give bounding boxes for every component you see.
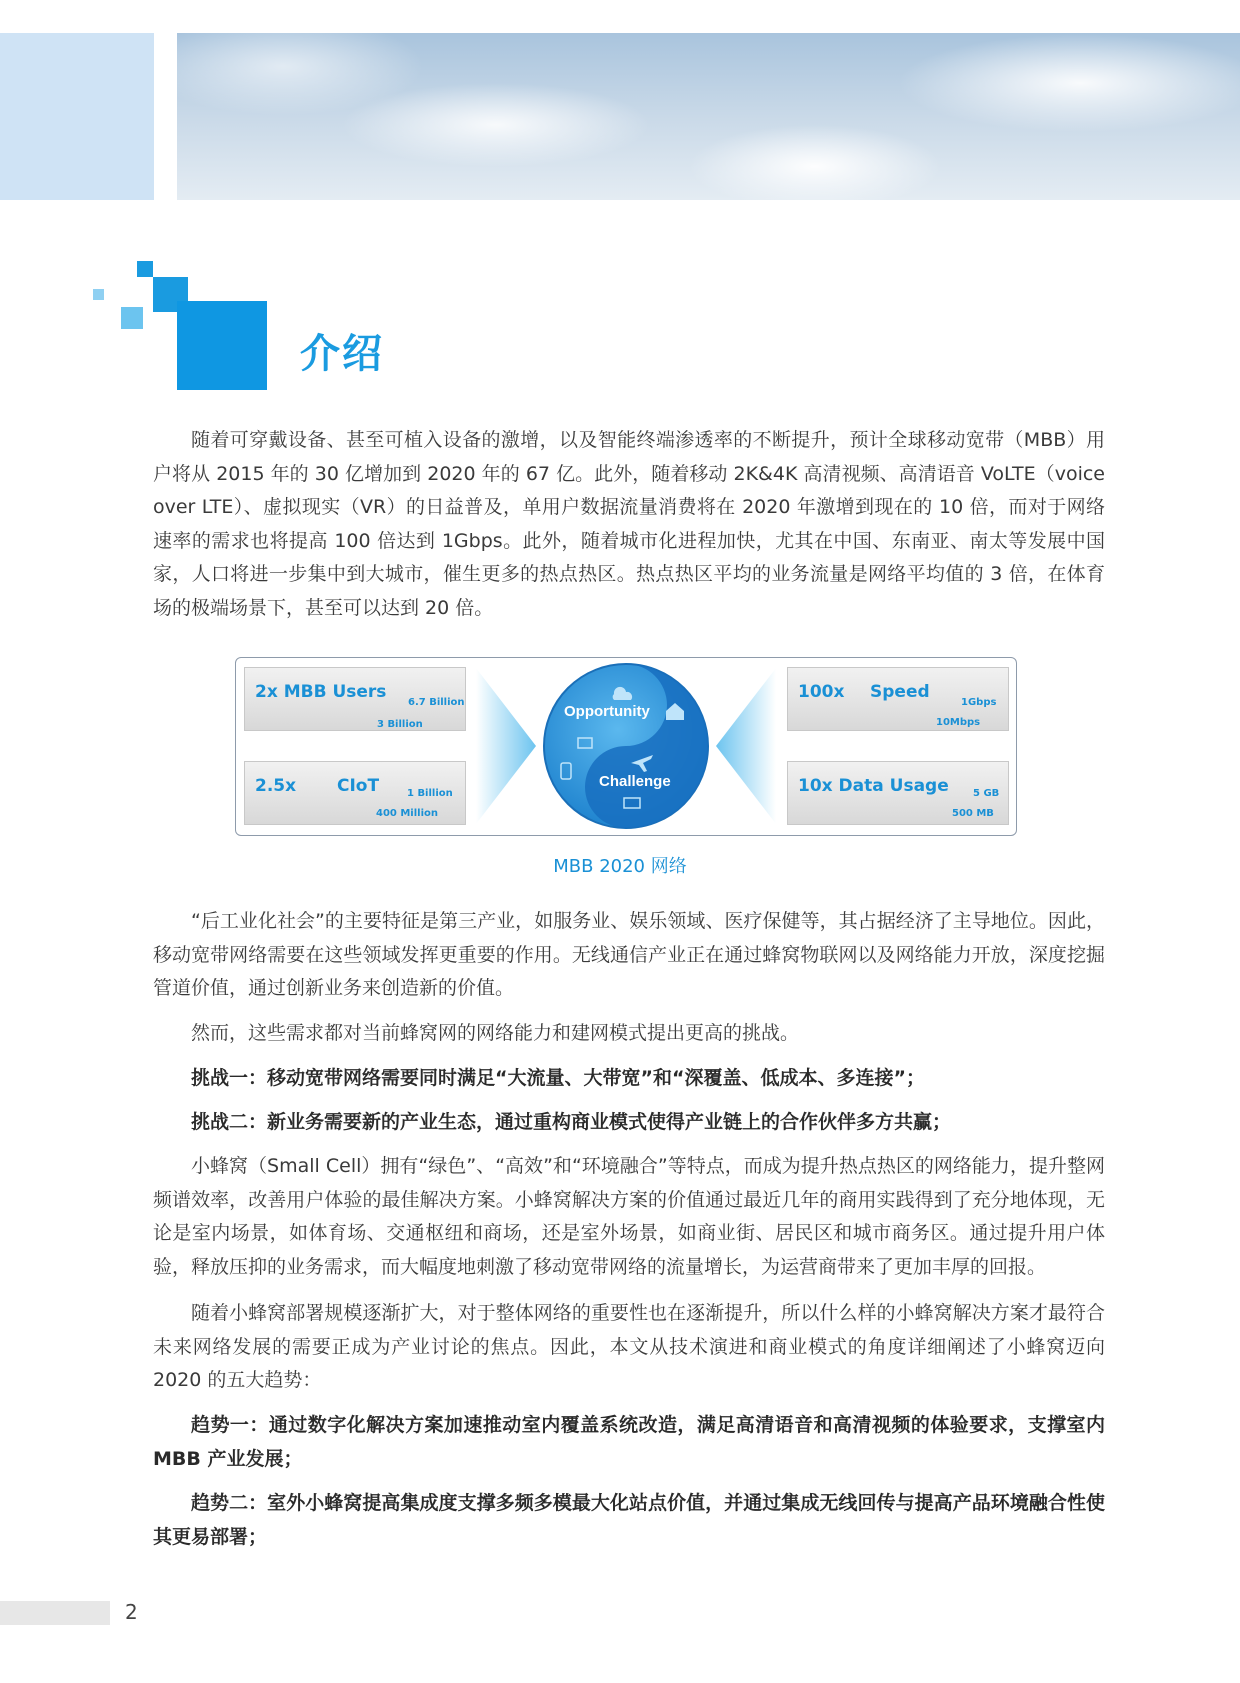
figure-caption: MBB 2020 网络 xyxy=(553,856,687,877)
paragraph-trend-two: 趋势二：室外小蜂窝提高集成度支撑多频多模最大化站点价值，并通过集成无线回传与提高产品环境融合性使其更易部署； xyxy=(153,1492,1105,1548)
card-speed-low: 10Mbps xyxy=(936,717,981,728)
mbb-2020-figure xyxy=(235,657,1017,836)
paragraph-trend-one: 趋势一：通过数字化解决方案加速推动室内覆盖系统改造，满足高清语音和高清视频的体验要求，支撑室内 MBB 产业发展； xyxy=(153,1414,1105,1470)
footer-bar xyxy=(0,1601,110,1625)
card-mbb-users-high: 6.7 Billion xyxy=(408,697,465,708)
header-sky-image xyxy=(177,33,1240,200)
card-speed-high: 1Gbps xyxy=(961,697,997,708)
card-ciot-label-b: CIoT xyxy=(337,776,380,796)
right-arrow-icon xyxy=(716,668,776,824)
figure-graphics xyxy=(236,658,1016,835)
page-number: 2 xyxy=(125,1600,138,1624)
paragraph-small-cell: 小蜂窝（Small Cell）拥有“绿色”、“高效”和“环境融合”等特点，而成为提升热点热区的网络能力，提升整网频谱效率，改善用户体验的最佳解决方案。小蜂窝解决方案的价值通过最近几年的商用实践得到了充分地体现，无论是室内场景，如体育场、交通枢纽和商场，还是室外场景，如商业街、居民区和城市商务区。通过提升用户体验，释放压抑的业务需求，而大幅度地刺激了移动宽带网络的流量增长，为运营商带来了更加丰厚的回报。 xyxy=(153,1155,1105,1278)
card-mbb-users-low: 3 Billion xyxy=(377,719,423,730)
paragraph-intro: 随着可穿戴设备、甚至可植入设备的激增，以及智能终端渗透率的不断提升，预计全球移动宽带（MBB）用户将从 2015 年的 30 亿增加到 2020 年的 67 亿。此外，随着移动 2K&4K 高清视频、高清语音 VoLTE（voice over LTE）、虚拟现实（VR）的日益普及，单用户数据流量消费将在 2020 年激增到现在的 10 倍，而对于网络速率的需求也将提高 100 倍达到 1Gbps。此外，随着城市化进程加快，尤其在中国、东南亚、南太等发展中国家，人口将进一步集中到大城市，催生更多的热点热区。热点热区平均的业务流量是网络平均值的 3 倍，在体育场的极端场景下，甚至可以达到 20 倍。 xyxy=(153,429,1105,619)
decor-square xyxy=(121,307,143,329)
card-ciot-label-a: 2.5x xyxy=(255,776,297,796)
card-speed-label-b: Speed xyxy=(870,682,930,702)
paragraph-post-industrial: “后工业化社会”的主要特征是第三产业，如服务业、娱乐领域、医疗保健等，其占据经济了主导地位。因此，移动宽带网络需要在这些领域发挥更重要的作用。无线通信产业正在通过蜂窝物联网以及网络能力开放，深度挖掘管道价值，通过创新业务来创造新的价值。 xyxy=(153,910,1105,999)
card-data-usage-low: 500 MB xyxy=(952,808,994,819)
card-data-usage-label: 10x Data Usage xyxy=(798,776,949,796)
section-icon-square xyxy=(177,301,267,390)
card-ciot-low: 400 Million xyxy=(376,808,439,819)
header-banner-block xyxy=(0,33,154,200)
card-speed-label-a: 100x xyxy=(798,682,845,702)
card-ciot-high: 1 Billion xyxy=(407,788,453,799)
card-data-usage-high: 5 GB xyxy=(973,788,1000,799)
label-challenge: Challenge xyxy=(599,773,671,790)
paragraph-challenge-one: 挑战一：移动宽带网络需要同时满足“大流量、大带宽”和“深覆盖、低成本、多连接”； xyxy=(191,1067,925,1089)
section-title: 介绍 xyxy=(300,331,384,377)
left-arrow-icon xyxy=(476,668,536,824)
card-mbb-users-label: 2x MBB Users xyxy=(255,682,387,702)
paragraph-challenge-two: 挑战二：新业务需要新的产业生态，通过重构商业模式使得产业链上的合作伙伴多方共赢； xyxy=(191,1111,952,1133)
decor-square xyxy=(137,261,153,277)
label-opportunity: Opportunity xyxy=(564,703,650,720)
decor-square xyxy=(93,289,104,300)
paragraph-trends-intro: 随着小蜂窝部署规模逐渐扩大，对于整体网络的重要性也在逐渐提升，所以什么样的小蜂窝解决方案才最符合未来网络发展的需要正成为产业讨论的焦点。因此，本文从技术演进和商业模式的角度详细阐述了小蜂窝迈向 2020 的五大趋势： xyxy=(153,1302,1105,1391)
paragraph-challenges-intro: 然而，这些需求都对当前蜂窝网的网络能力和建网模式提出更高的挑战。 xyxy=(191,1022,800,1044)
